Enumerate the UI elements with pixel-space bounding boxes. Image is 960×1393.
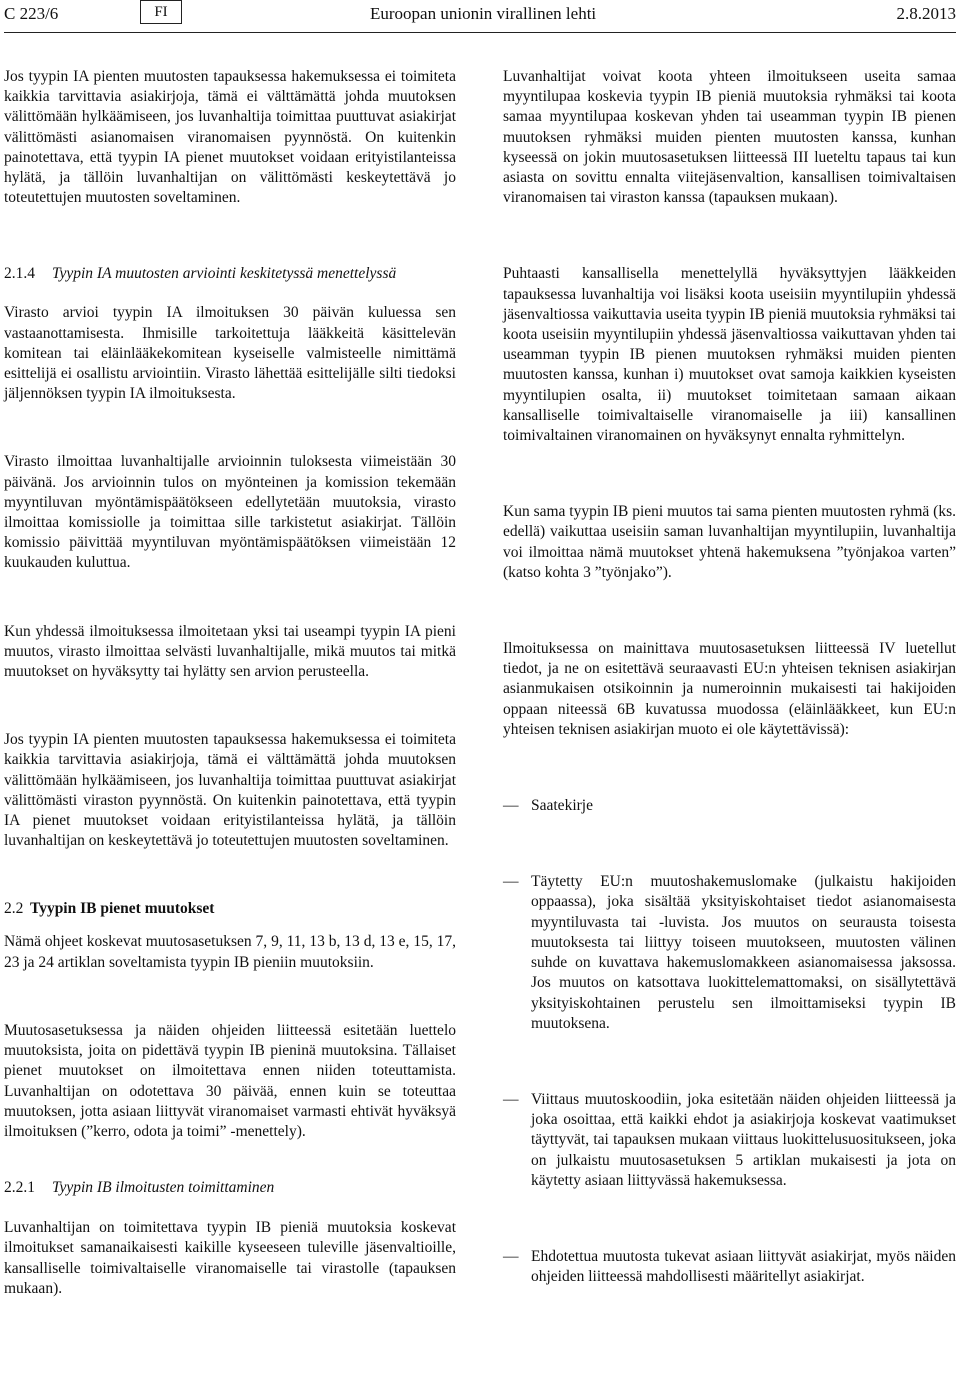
section-title: Tyypin IA muutosten arviointi keskitetyssä menettelyssä <box>52 265 397 283</box>
paragraph: Puhtaasti kansallisella menettelyllä hyväksyttyjen lääkkeiden tapauksessa luvanhaltija voi lisäksi koota useisiin myyntilupiin yhdessä jäsenvaltiossa vaikuttavia useita tyypin IB pieniä muutoksia ryhmäksi tai koota useisiin myyntilupiin yhdessä jäsenvaltiossa vaikuttavan yhden tai useamman tyypin IB pienen muutoksen ryhmäksi muiden pienten muutosten kanssa, kunhan i) muutokset ovat samoja kaikkien kyseisten myyntilupien osalta, ii) muutokset toimitetaan samaan aikaan kansalliselle toimivaltaiselle viranomaiselle ja iii) kansallinen toimivaltainen viranomainen on hyväksynyt ennalta ryhmittelyn. <box>503 265 956 445</box>
publication-date: 2.8.2013 <box>896 4 956 23</box>
section-number: 2.1.4 <box>4 265 35 283</box>
dash-bullet: — <box>503 797 519 815</box>
list-item-text: Saatekirje <box>531 797 593 815</box>
dash-bullet: — <box>503 873 519 891</box>
paragraph: Jos tyypin IA pienten muutosten tapauksessa hakemuksessa ei toimiteta kaikkia tarvittavia asiakirjoja, tämä ei välttämättä johda muutoksen välittömään hylkäämiseen, jos luvanhaltija toimittaa puuttuvat asiakirjat välittömästi asianomaisen viranomaisen pyynnöstä. On kuitenkin painotettava, että tyypin IA pienet muutokset voidaan erityistilanteissa hylätä, ja tällöin luvanhaltijan on välittömästi keskeytettävä jo toteutettujen muutosten soveltaminen. <box>4 68 456 207</box>
list-item <box>503 1247 956 1287</box>
section-number: 2.2 <box>4 900 24 918</box>
list-item-text: Viittaus muutoskoodiin, joka esitetään näiden ohjeiden liitteessä ja joka osoittaa, että kaikki ehdot ja asiakirjoja koskevat vaatimukset täyttyvät, tai tapauksen mukaan viittaus luokittelusuositukseen, joka on julkaistu muutosasetuksen 5 artiklan mukaisesti ja jota on käytetty asiaan liittyvässä hakemuksessa. <box>531 1090 956 1189</box>
paragraph: Kun sama tyypin IB pieni muutos tai sama pienten muutosten ryhmä (ks. edellä) vaikuttaa useisiin saman luvanhaltijan myyntilupiin, luvanhaltija voi ilmoittaa nämä muutokset yhtenä hakemuksena ”työnjakoa varten” (katso kohta 3 ”työnjako”). <box>503 503 956 581</box>
dash-bullet: — <box>503 1090 519 1108</box>
section-heading-2-2 <box>4 899 456 919</box>
list-item <box>503 872 956 1034</box>
issue-number: C 223/6 <box>4 4 59 23</box>
paragraph: Virasto arvioi tyypin IA ilmoituksen 30 päivän kuluessa sen vastaanottamisesta. Ihmisille tarkoitettuja lääkkeitä käsittelevän komitean tai eläinlääkekomitean kyseiselle valmisteelle nimittämä esittelijä ei osallistu arviointiin. Virasto lähettää esittelijälle silti tiedoksi jäljennöksen tyypin IA ilmoituksesta. <box>4 304 456 403</box>
section-heading-2-1-4 <box>4 264 456 284</box>
list-item-text: Ehdotettua muutosta tukevat asiaan liittyvät asiakirjat, myös näiden ohjeiden liitteessä mahdollisesti määritellyt asiakirjat. <box>531 1247 956 1286</box>
section-title: Tyypin IB pienet muutokset <box>30 900 215 918</box>
dash-bullet: — <box>503 1247 519 1265</box>
paragraph: Ilmoituksessa on mainittava muutosasetuksen liitteessä IV luetellut tiedot, ja ne on esitettävä seuraavasti EU:n yhteisen teknisen asiakirjan asianmukaisen otsikoinnin ja numeroinnin mukaisesti tai hakijoiden oppaan niteessä 6B kuvatussa muodossa (eläinlääkkeet, kun EU:n yhteisen teknisen asiakirjan muoto ei ole käytettävissä): <box>503 640 956 738</box>
paragraph: Muutosasetuksessa ja näiden ohjeiden liitteessä esitetään luettelo muutoksista, joita on pidettävä tyypin IB pieninä muutoksina. Tällaiset pienet muutokset on ilmoitettava ennen niiden toteuttamista. Luvanhaltijan on odotettava 30 päivää, ennen kuin se toteuttaa muutoksen, jotta asiaan liittyvät viranomaiset varmasti ehtivät hyväksyä ilmoituksen (”kerro, odota ja toimi” -menettely). <box>4 1021 456 1140</box>
section-number: 2.2.1 <box>4 1179 35 1197</box>
paragraph: Luvanhaltijat voivat koota yhteen ilmoitukseen useita samaa myyntilupaa koskevia tyypin IB pieniä muutoksia ryhmäksi tai koota samaa myyntilupaa koskevan yhden tai useamman tyypin IB pienen muutoksen ryhmäksi muiden pienten muutosten kanssa, kunhan kyseessä on jokin muutosasetuksen liitteessä III lueteltu tapaus tai kun asiasta on sovittu ennalta viitejäsenvaltion, kansallisen toimivaltaisen viranomaisen tai viraston kanssa (tapauksen mukaan). <box>503 68 956 207</box>
journal-title: Euroopan unionin virallinen lehti <box>370 4 597 23</box>
paragraph: Nämä ohjeet koskevat muutosasetuksen 7, 9, 11, 13 b, 13 d, 13 e, 15, 17, 23 ja 24 artiklan soveltamista tyypin IB pieniin muutoksiin. <box>4 933 456 971</box>
language-code-box: FI <box>140 0 182 24</box>
list-item-text: Täytetty EU:n muutoshakemuslomake (julkaistu hakijoiden oppaassa), joka sisältää yksityiskohtaiset tiedot asianomaisesta myyntiluvasta tai -luvista. Jos muutos on seurausta toisesta muutoksesta tai liittyy toiseen muutokseen, muutosten välinen suhde on kuvattava hakemuslomakkeen asianomaisessa jaksossa. Jos muutos on katsottava luokittelemattomaksi, on sisällytettävä yksityiskohtainen perustelu sen ilmoittamiseksi tyypin IB muutoksena. <box>531 873 956 1032</box>
section-heading-2-2-1 <box>4 1178 456 1198</box>
left-column <box>4 67 456 1299</box>
paragraph: Jos tyypin IA pienten muutosten tapauksessa hakemuksessa ei toimiteta kaikkia tarvittavia asiakirjoja, tämä ei välttämättä johda muutoksen välittömään hylkäämiseen, jos luvanhaltija toimittaa puuttuvat asiakirjat välittömästi viraston pyynnöstä. On kuitenkin painotettava, että tyypin IA pienet muutokset voidaan erityistilanteissa hylätä, ja tällöin luvanhaltijan on keskeytettävä jo toteutettujen muutosten soveltaminen. <box>4 731 456 850</box>
paragraph: Kun yhdessä ilmoituksessa ilmoitetaan yksi tai useampi tyypin IA pieni muutos, virasto ilmoittaa selvästi luvanhaltijalle, mikä muutos tai mitkä muutokset on hyväksytty tai hylätty sen arvion perusteella. <box>4 622 456 681</box>
list-item <box>503 1090 956 1191</box>
section-title: Tyypin IB ilmoitusten toimittaminen <box>52 1179 275 1197</box>
paragraph: Luvanhaltijan on toimitettava tyypin IB pieniä muutoksia koskevat ilmoitukset samanaikaisesti kaikille kyseeseen tuleville jäsenvaltioille, kansalliselle toimivaltaiselle viranomaiselle tai virastolle (tapauksen mukaan). <box>4 1219 456 1297</box>
list-item <box>503 796 956 816</box>
paragraph: Virasto ilmoittaa luvanhaltijalle arvioinnin tuloksesta viimeistään 30 päivänä. Jos arvioinnin tulos on myönteinen ja komission tekemään myyntiluvan myöntämispäätökseen edellytetään muutoksia, virasto ilmoittaa komissiolle ja toimittaa sille tarkistetut asiakirjat. Tällöin komissio päivittää myyntiluvan myöntämispäätöksen viimeistään 12 kuukauden kuluttua. <box>4 453 456 572</box>
right-column <box>503 67 956 1287</box>
page-header <box>4 0 956 33</box>
